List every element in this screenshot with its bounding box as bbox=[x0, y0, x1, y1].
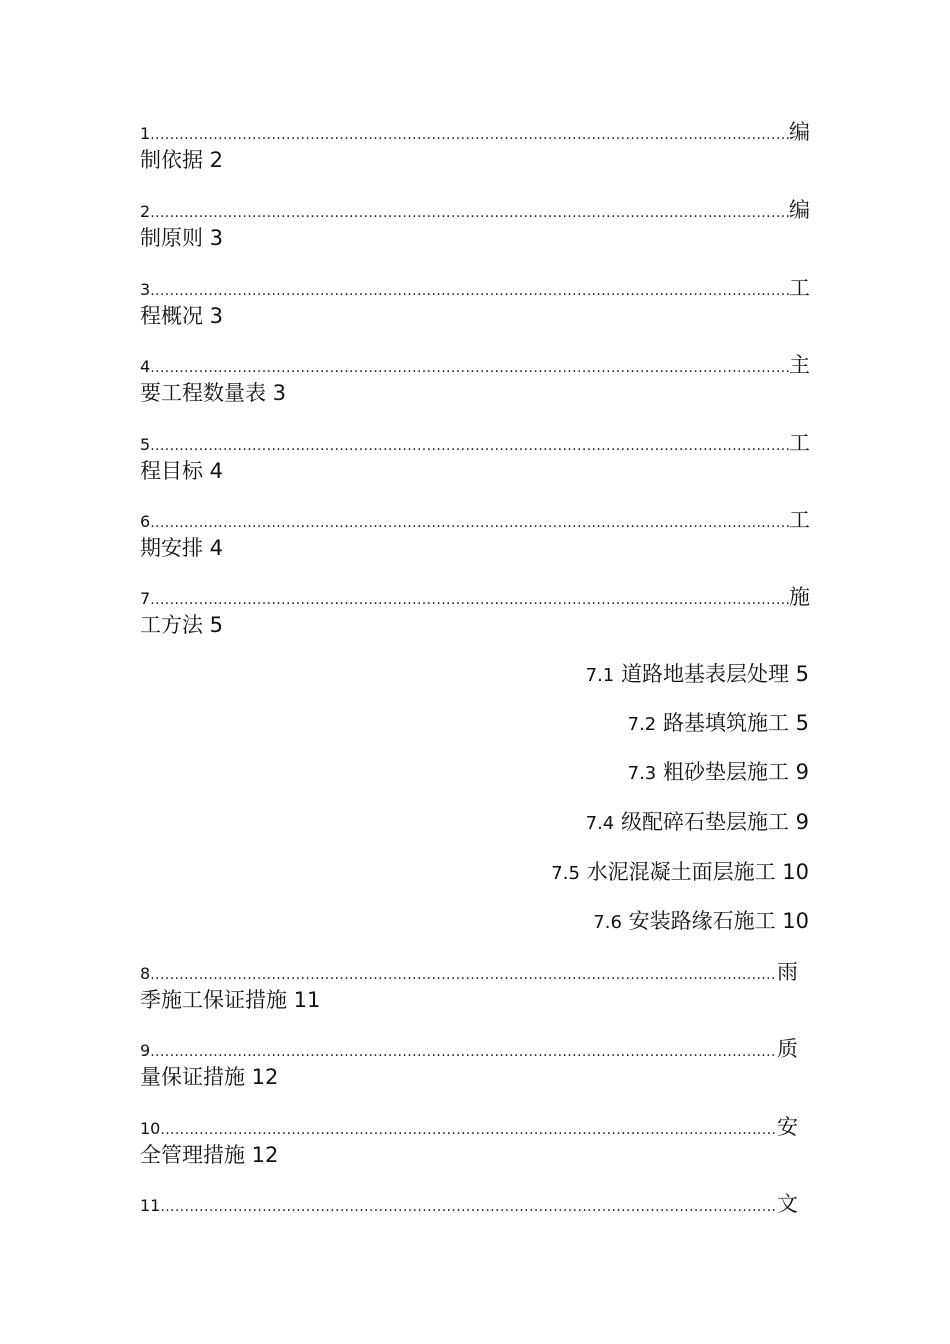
toc-title-rest: 全管理措施 12 bbox=[140, 1143, 279, 1167]
dot-leader bbox=[150, 510, 789, 536]
toc-sub-number: 7.1 bbox=[585, 665, 615, 686]
toc-sub-title: 路基填筑施工 5 bbox=[662, 711, 809, 735]
toc-title-rest: 量保证措施 12 bbox=[140, 1065, 279, 1089]
toc-number: 11 bbox=[140, 1196, 161, 1215]
toc-entry[interactable] bbox=[140, 584, 810, 640]
dot-leader bbox=[160, 1194, 777, 1220]
dot-leader bbox=[150, 278, 789, 304]
toc-number: 8 bbox=[140, 964, 151, 983]
toc-sub-number: 7.6 bbox=[593, 912, 622, 933]
toc-number: 6 bbox=[140, 512, 151, 531]
toc-title-start: 安 bbox=[777, 1115, 798, 1139]
toc-sub-title: 安装路缘石施工 10 bbox=[628, 909, 809, 933]
toc-entry[interactable] bbox=[140, 1036, 798, 1092]
toc-subentry[interactable] bbox=[628, 708, 809, 740]
toc-subentry[interactable] bbox=[586, 659, 809, 691]
toc-subentry[interactable] bbox=[586, 807, 809, 839]
toc-title-start: 工 bbox=[789, 276, 810, 300]
toc-entry[interactable] bbox=[140, 507, 810, 563]
toc-title-start: 编 bbox=[789, 198, 810, 222]
toc-title-rest: 程目标 4 bbox=[140, 459, 224, 483]
dot-leader bbox=[150, 122, 789, 148]
dot-leader bbox=[150, 433, 789, 459]
toc-title-start: 文 bbox=[777, 1192, 798, 1216]
toc-title-start: 施 bbox=[789, 585, 810, 609]
toc-sub-number: 7.4 bbox=[585, 813, 615, 834]
toc-sub-title: 粗砂垫层施工 9 bbox=[662, 760, 809, 784]
toc-number: 1 bbox=[140, 124, 151, 143]
toc-number: 3 bbox=[140, 280, 151, 299]
toc-sub-number: 7.3 bbox=[627, 763, 657, 784]
toc-title-start: 工 bbox=[789, 431, 810, 455]
toc-sub-title: 级配碎石垫层施工 9 bbox=[620, 810, 809, 834]
toc-title-rest: 季施工保证措施 11 bbox=[140, 988, 321, 1012]
dot-leader bbox=[150, 200, 789, 226]
toc-title-rest: 制依据 2 bbox=[140, 148, 224, 172]
toc-number: 7 bbox=[140, 589, 151, 608]
toc-entry[interactable] bbox=[140, 1114, 798, 1170]
toc-subentry[interactable] bbox=[593, 906, 809, 938]
toc-number: 9 bbox=[140, 1041, 151, 1060]
toc-number: 10 bbox=[140, 1119, 161, 1138]
toc-number: 4 bbox=[140, 357, 151, 376]
toc-title-start: 主 bbox=[789, 353, 810, 377]
toc-title-start: 工 bbox=[789, 508, 810, 532]
toc-subentry[interactable] bbox=[551, 857, 809, 889]
toc-title-rest: 制原则 3 bbox=[140, 226, 224, 250]
toc-title-rest: 期安排 4 bbox=[140, 536, 224, 560]
toc-sub-number: 7.5 bbox=[551, 863, 580, 884]
toc-entry[interactable] bbox=[140, 275, 810, 331]
toc-entry[interactable] bbox=[140, 197, 810, 253]
toc-title-rest: 程概况 3 bbox=[140, 304, 224, 328]
toc-title-rest: 要工程数量表 3 bbox=[140, 381, 287, 405]
dot-leader bbox=[150, 587, 789, 613]
toc-entry[interactable] bbox=[140, 352, 810, 408]
toc-entry[interactable] bbox=[140, 119, 810, 175]
toc-entry[interactable] bbox=[140, 959, 798, 1015]
toc-entry[interactable] bbox=[140, 430, 810, 486]
toc-title-start: 雨 bbox=[777, 960, 798, 984]
toc-entry[interactable] bbox=[140, 1191, 798, 1217]
toc-number: 2 bbox=[140, 202, 151, 221]
toc-title-rest: 工方法 5 bbox=[140, 613, 224, 637]
toc-sub-number: 7.2 bbox=[627, 714, 657, 735]
toc-sub-title: 水泥混凝土面层施工 10 bbox=[586, 860, 809, 884]
toc-subentry[interactable] bbox=[628, 757, 809, 789]
toc-number: 5 bbox=[140, 435, 151, 454]
toc-title-start: 编 bbox=[789, 120, 810, 144]
toc-sub-title: 道路地基表层处理 5 bbox=[620, 662, 809, 686]
toc-title-start: 质 bbox=[777, 1037, 798, 1061]
